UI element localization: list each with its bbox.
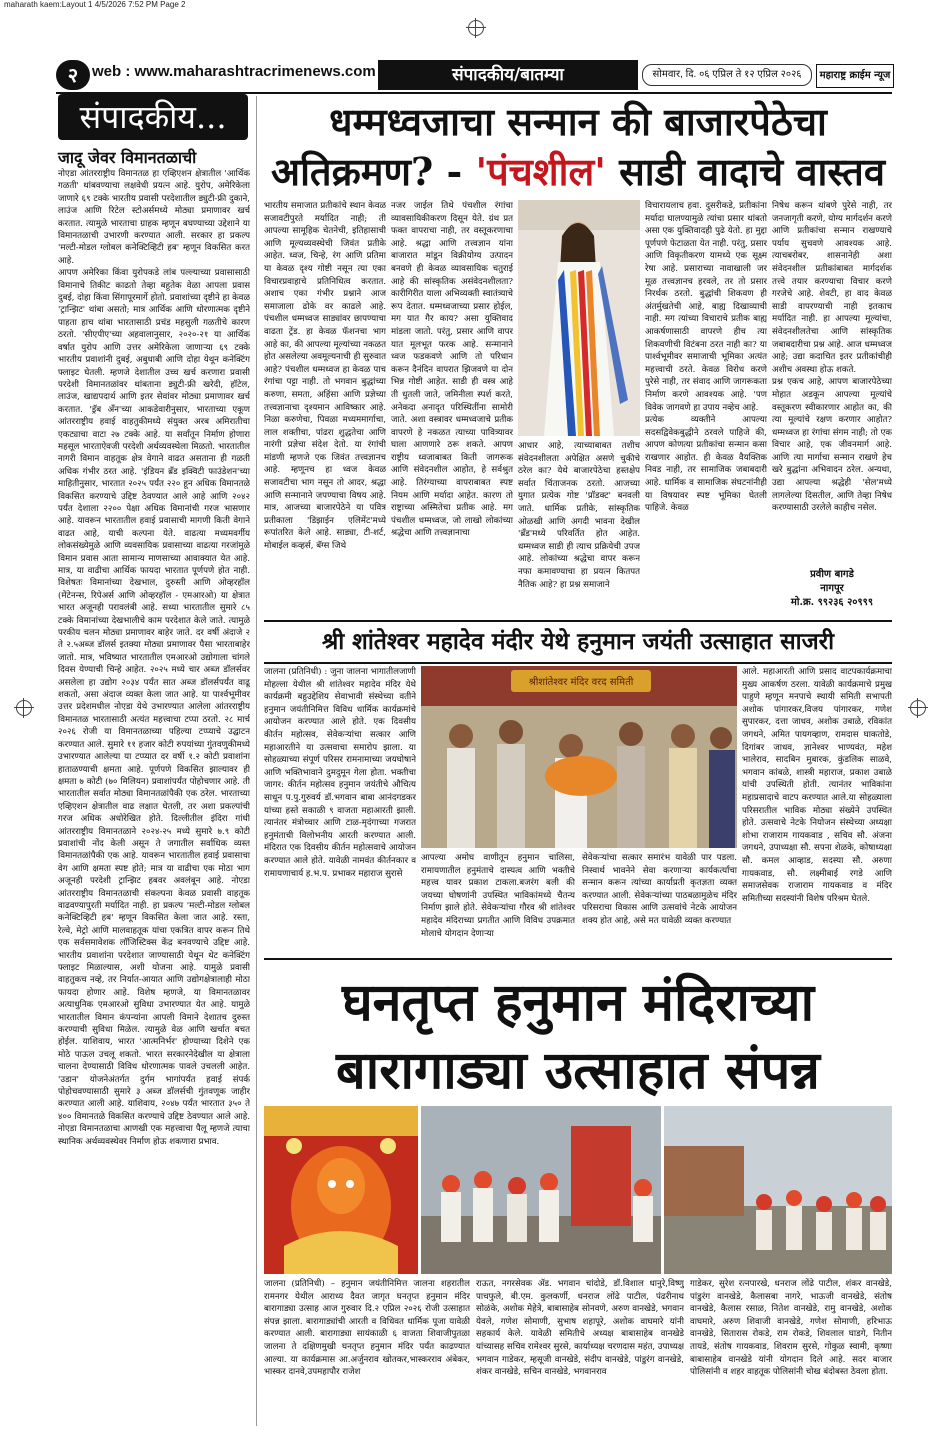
column-divider xyxy=(256,96,257,1426)
story-2-column-2: आपल्या अमोघ वाणीतून हनुमान चालिसा, रामायणातील हनुमंताचे दास्यत्व आणि भक्तीचे महत्त्व यावर प्रकाश टाकला.बजरंग बली की जयच्या घोषणांनी उपस्थित भाविकांमध्ये चैतन्य निर्माण झाले होते. सेवेकऱ्यांचा गौरव श्री शांतेश्वर महादेव मंदिराच्या प्रगतीत आणि विविध उपक्रमात मोलाचे योगदान देणाऱ्या xyxy=(421,853,575,939)
story-3-column-3: गाडेकर, सुरेश रत्नपारखे, धनराज लोंढे पाटील, शंकर वानखेडे, पांडुरंग वानखेडे, कैलासबा नागरे, भाऊजी वानखेडे, संतोष वानखेडे, कैलास रसाळ, नितेश वानखेडे, रामु वानखेडे, अशोक वाघमारे, अरुण शिवाजी वानखेडे, गणेश सोमाणी, हरिभाऊ वानखेडे, सितारास रोकडे, राम रोकडे, शिवलाल घाडगे, नितीन तायडे, संतोष गायकवाड, शिवराम सुरसे, गोकुळ स्वामी, कृष्णा बाबासाहेब वानखेडे यांनी योगदान दिले आहे. सदर बाजार पोलिसांनी व शहर वाहतूक पोलिसांनी चोख बंदोबस्त ठेवला होता. xyxy=(690,1279,892,1378)
panchsheel-saree-photo xyxy=(518,200,640,436)
story-3-column-2: राऊत, नगरसेवक ॲड. भगवान चांदोडे, डॉ.विशाल धानुरे,विष्णु पाचफुले, बी.एम. कुलकर्णी, धनराज लोंढे पाटील, पंढरीनाथ सोळंके, अशोक मेहेत्रे, बाबासाहेब सोनवणे, अरुण वानखेडे, भगवान येवले, गणेश सोमाणी, सुभाष शहापूरे, अशोक वाघमारे यांनी सहकार्य केले. यावेळी समितीचे अध्यक्ष बाबासाहेब वानखेडे यांच्यासह सचिव रामेश्वर सुरसे, कार्याध्यक्ष चरणदास महंत, उपाध्यक्ष भगवान गाडेकर, म्हसूजी वानखेडे, संदीप वानखेडे, पांडुरंग वानखेडे, शंकर वानखेडे, सचिन वानखेडे, भगवानराव xyxy=(476,1279,684,1378)
brand-logo: महाराष्ट्र क्राईम न्यूज xyxy=(816,64,894,88)
page-number: २ xyxy=(56,60,90,90)
hanuman-idol-photo xyxy=(264,1106,418,1274)
story-3-headline-line-1: घनतृप्त हनुमान मंदिराच्या xyxy=(341,972,815,1033)
story-2-column-4: आले. महाआरती आणि प्रसाद वाटपकार्यक्रमाचा मुख्य आकर्षण ठरला. यावेळी कार्यक्रमाचे प्रमुख पाहुणे म्हणून मनपाचे स्थायी समिती सभापती अशोक पांगारकर,विजय पांगारकर, गणेश सुपारकर, दत्ता जाधव, अशोक उबाळे, रविकांत जगधने, अमित पायगव्हाण, रामदास घाकतोडे, दिगांबर जाधव, ज्ञानेश्वर भाण्यवंत, महेश भालेराव, सादबिन मुबारक, कुंडलिक साळवे, भगवान कांबळे, शास्त्री महाराज, प्रकाश उबाळे यांची उपस्थिती होती. त्यानंतर भाविकांना महाप्रसादाचे वाटप करण्यात आले.या सोहळ्याला परिसरातील भाविक मोठ्या संख्येने उपस्थित होते. उत्सवाचे नेटके नियोजन संस्थेच्या अध्यक्षा शोभा राजाराम गायकवाड , सचिव सौ. अंजना जगधने, उपाध्यक्षा सौ. सपना शेळके, कोषाध्यक्षा सौ. कमल आव्हाड, सदस्या सौ. अरुणा गायकवाड, सौ. लक्ष्मीबाई रगडे आणि समाजसेवक राजाराम गायकवाड व मंदिर समितीच्या सदस्यांनी विशेष परिश्रम घेतले. xyxy=(742,667,892,904)
lead-column-3: आधार आहे, त्याच्याबाबत तशीच संवेदनशीलता अपेक्षित असणे चुकीचे ठरेल का? येथे बाजारपेठेचा हस्तक्षेप सर्वात चिंताजनक ठरतो. आजच्या युगात प्रत्येक गोष्ट 'प्रॉडक्ट' बनवली जाते. धार्मिक प्रतीके, सांस्कृतिक ओळखी आणि अगदी भावना देखील 'ब्रँड'मध्ये परिवर्तित होत आहेत. धम्मध्वज साडी ही त्याच प्रक्रियेची उपज आहे. लोकांच्या श्रद्धेचा वापर करून नफा कमावण्याचा हा प्रयत्न कितपत नैतिक आहे? हा प्रश्न समाजाने xyxy=(518,441,640,590)
editorial-body: नोएडा आंतरराष्ट्रीय विमानतळ हा एव्हिएशन क्षेत्रातील 'आर्थिक गळती' थांबवण्याचा लक्षवेधी प्रयत्न आहे. युरोप, अमेरिकेला जाणारे ६९ टक्के भारतीय प्रवासी परदेशातील ड्युटी-फ्री दुकाने, लाउंज आणि रिटेल स्टोअर्समध्ये मोठ्या प्रमाणावर खर्च करतात. त्यामुळे भारताचा ग्राहक म्हणून बघण्याच्या उद्देशाने या विमानतळाची उभारणी करण्यात आली. सरकार हा प्रकल्प 'मल्टी-मोडल ग्लोबल कनेक्टिव्हिटी हब' म्हणून विकसित करत आहे. आपण अमेरिका किंवा युरोपकडे लांब पल्ल्याच्या प्रवासासाठी विमानाचे तिकीट काढतो तेव्हा बहुतेक वेळा आपला प्रवास दुबई, दोहा किंवा सिंगापूरमार्गे होतो. प्रवाशांच्या दृष्टीने हा केवळ 'ट्रान्झिट' थांबा असतो; मात्र आर्थिक आणि धोरणात्मक दृष्टीने पाहता हाच थांबा भारतासाठी प्रचंड महसुली गळतीचे कारण ठरतो. 'सीएपीए'च्या अहवालानुसार, २०२०-२१ या आर्थिक वर्षात युरोप आणि उत्तर अमेरिकेला जाणाऱ्या ६९ टक्के भारतीय प्रवाशांनी दुबई, अबुधाबी आणि दोहा येथून कनेक्टिंग फ्लाइट घेतली. म्हणजे देशातील उच्च खर्च करणारा प्रवासी परदेशी विमानतळांवर थांबताना ड्युटी-फ्री खरेदी, हॉटेल, लाउंज, खाद्यपदार्थ आणि इतर सेवांवर मोठ्या प्रमाणावर खर्च करतात. 'ड्रॅब अँन'च्या आकडेवारीनुसार, भारताच्या एकूण आंतरराष्ट्रीय हवाई वाहतुकीमध्ये संयुक्त अरब अमिरातीचा एकट्याचा वाटा २७ टक्के आहे. या सर्वांतून निर्माण होणारा महसूल भारताऐवजी परदेशी अर्थव्यवस्थेला मिळतो. भारतातील नागरी विमान वाहतूक क्षेत्र वेगाने वाढत असताना ही गळती अधिक गंभीर ठरत आहे. 'इंडियन ब्रँड इक्विटी फाउंडेशन'च्या माहितीनुसार, भारतात २०२५ पर्यंत २२० हून अधिक विमानतळे विकसित करण्याचे उद्दिष्ट ठेवण्यात आले आहे आणि २०४२ पर्यंत देशाला २२०० पेक्षा अधिक विमानांची गरज भासणार आहे. यावरून भारतातील हवाई प्रवासाची मागणी किती वेगाने वाढत आहे, याची कल्पना येते. वाढत्या मध्यमवर्गीय लोकसंख्येमुळे आणि व्यवसायिक प्रवासाच्या वाढत्या गरजांमुळे विमान प्रवास आता सामान्य माणसाच्या आवाक्यात येत आहे. मात्र, या वाढीचा आर्थिक फायदा भारतात पूर्णपणे होत नाही. विशेषतः विमानांच्या देखभाल, दुरुस्ती आणि ओव्हरहॉल (मेंटेनन्स, रिपेअर्स आणि ओव्हरहॉल - एमआरओ) या क्षेत्रात भारत अजूनही परावलंबी आहे. सध्या भारतातील सुमारे ८५ टक्के विमानांच्या देखभालीचे काम परदेशात केले जाते. त्यामुळे परकीय चलन मोठ्या प्रमाणावर बाहेर जाते. दर वर्षी अंदाजे २ ते २.५अब्ज डॉलर्स इतक्या मोठ्या प्रमाणावर पैसा भारताबाहेर जातो. मात्र, भविष्यात भारतातील एमआरओ उद्योगाला चांगले दिवस येण्याची चिन्हे आहेत. २०२५ मध्ये चार अब्ज डॉलर्सवर असलेला हा उद्योग २०३४ पर्यंत सात अब्ज डॉलर्सपर्यंत वाढू शकतो, असा अंदाज व्यक्त केला जात आहे. या पार्श्वभूमीवर उत्तर प्रदेशमधील नोएडा येथे उभारण्यात आलेला आंतरराष्ट्रीय विमानतळ भारतासाठी अत्यंत महत्त्वाचा टप्पा ठरतो. २८ मार्च २०२६ रोजी या विमानतळाच्या पहिल्या टप्प्याचे उद्घाटन करण्यात आले. सुमारे ११ हजार कोटी रुपयांच्या गुंतवणुकीमध्ये उभारण्यात आलेल्या या टप्प्यात दर वर्षी १.२ कोटी प्रवाशांना हाताळण्याची क्षमता आहे. पूर्णपणे विकसित झाल्यावर ही क्षमता ७ कोटी (७० मिलियन) प्रवाशांपर्यंत पोहोचणार आहे. ती भारतातील सर्वात मोठ्या विमानतळांपैकी एक ठरेल. भारताच्या एव्हिएशन क्षेत्रातील वाढ लक्षात घेतली, तर अशा प्रकल्पांची गरज अधिक अधोरेखित होते. दिल्लीतील इंदिरा गांधी आंतरराष्ट्रीय विमानतळाने २०२४-२५ मध्ये सुमारे ७.९ कोटी प्रवाशांची नोंद केली असून ते जगातील सर्वाधिक व्यस्त विमानतळांपैकी एक आहे. यावरून भारतातील हवाई प्रवासाचा वेग आणि क्षमता स्पष्ट होते; मात्र या वाढीचा एक मोठा भाग अजूनही परदेशी ट्रान्झिट हबवर अवलंबून आहे. नोएडा आंतरराष्ट्रीय विमानतळाची संकल्पना केवळ प्रवासी वाहतूक वाढवण्यापुरती मर्यादित नाही. हा प्रकल्प 'मल्टी-मोडल ग्लोबल कनेक्टिव्हिटी हब' म्हणून विकसित केला जात आहे. रस्ता, रेल्वे, मेट्रो आणि मालवाहतूक यांचा एकत्रित वापर करून तिथे एक सर्वसमावेशक लॉजिस्टिक्स केंद्र बनवण्याचे उद्दिष्ट आहे. भारतीय प्रवाशांना परदेशात जाण्यासाठी येथून थेट कनेक्टिंग फ्लाइट मिळाल्यास, अशी योजना आहे. यामुळे प्रवासी वाहतुकच नव्हे, तर निर्यात-आयात आणि उद्योगक्षेत्रालाही मोठा फायदा होणार आहे. विशेष म्हणजे, या विमानतळावर अत्याधुनिक एमआरओ सुविधा उभारण्यात येत आहे. यामुळे भारतातील विमान कंपन्यांना आपली विमाने देशातच दुरुस्त करण्याची सुविधा मिळेल. त्यामुळे वेळ आणि खर्चात बचत होईल. याशिवाय, भारत 'आत्मनिर्भर' होण्याच्या दिशेने एक मोठे पाऊल उचलू शकतो. भारत सरकारनेदेखील या क्षेत्राला चालना देण्यासाठी विविध धोरणात्मक पावले उचलली आहेत. 'उडान' योजनेअंतर्गत दुर्गम भागांपर्यंत हवाई संपर्क पोहोचवण्यासाठी सुमारे ३ अब्ज डॉलर्सची गुंतवणूक जाहीर करण्यात आली आहे. याशिवाय, २०४७ पर्यंत भारतात ३५० ते ४०० विमानतळे विकसित करण्याचे उद्दिष्ट ठेवण्यात आले आहे. नोएडा विमानतळाचा आणखी एक महत्त्वाचा पैलू म्हणजे त्याचा स्थानिक अर्थव्यवस्थेवर निर्माण होऊ शकणारा प्रभाव. xyxy=(58,169,250,1147)
hanuman-jayanti-photo xyxy=(421,666,737,848)
registration-mark-top xyxy=(468,20,484,36)
masthead xyxy=(56,60,892,90)
issue-date: सोमवार, दि. ०६ एप्रिल ते १२ एप्रिल २०२६ xyxy=(642,64,812,86)
lead-headline-highlight: 'पंचशील' xyxy=(475,149,606,194)
story-2-headline: श्री शांतेश्वर महादेव मंदीर येथे हनुमान जयंती उत्साहात साजरी xyxy=(264,620,892,664)
photo-banner-text: श्रीशांतेश्वर मंदिर वरद समिती xyxy=(528,677,634,688)
story-2-column-3: सेवेकऱ्यांचा सत्कार समारंभ यावेळी पार पडला. निस्वार्थ भावनेने सेवा करणाऱ्या कार्यकर्त्यांचा सन्मान करून त्यांच्या कार्याप्रती कृतज्ञता व्यक्त करण्यात आली. सेवेकऱ्यांच्या पाठबळामुळेच मंदिर परिसराचा विकास आणि उत्सवांचे नेटके आयोजन शक्य होत आहे, असे मत यावेळी व्यक्त करण्यात xyxy=(582,853,737,926)
lead-headline-line-1: धम्मध्वजाचा सन्मान की बाजारपेठेचा xyxy=(329,99,827,144)
story-3-column-1: जालना (प्रतिनिधी) – हनुमान जयंतीनिमित्त जालना शहरातील रामनगर येथील आराध्य दैवत जागृत घनतृप्त हनुमान मंदिर बारागाड्या उत्साह आज गुरुवार दि.२ एप्रिल २०२६ रोजी उत्साहात संपन्न झाला. बारागाड्यांची आरती व विधिवत धार्मिक पूजा यावेळी करण्यात आली. बारागाड्या सायंकाळी ६ वाजता शिवाजीपुतळा जालना ते दक्षिणमुखी घनतृप्त हनुमान मंदिर पर्यंत काढण्यात आल्या. या कार्यक्रमास आ.अर्जुनराव खोतकर,भास्करराव अंबेकर, भास्कर दानवे,उपमहापौर राजेश xyxy=(264,1279,470,1378)
lead-column-5: निषेध करून थांबणे पुरेसे नाही, तर जनजागृती करणे, योग्य मार्गदर्शन करणे आणि प्रतीकांचा सन्मान राखण्याचे पर्याय सुचवणे आवश्यक आहे. त्याचबरोबर, शासनानेही अशा संवेदनशील प्रतीकांबाबत मार्गदर्शक तत्त्वे तयार करण्याचा विचार करणे गरजेचे आहे. शेवटी, हा वाद केवळ साडी वापरण्याची नाही इतकाच मर्यादित नाही. हा आपल्या मूल्यांचा, संवेदनशीलतेचा आणि सांस्कृतिक जबाबदारीचा प्रश्न आहे. आज धम्मध्वज आहे; उद्या कदाचित इतर प्रतीकांचीही अशीच अवस्था होऊ शकते. प्रश्न एकच आहे, आपण बाजारपेठेच्या मोहात अडकून आपल्या मूल्यांचे वस्तूकरण स्वीकारणार आहोत का, की त्या मूल्यांचे रक्षण करणार आहोत? धम्मध्वज हा रंगांचा संगम नाही; तो एक विचार आहे, एक जीवनमार्ग आहे. आणि त्या मार्गाचा सन्मान राखणे हेच खरे बुद्धांना अभिवादन ठरेल. अन्यथा, उद्या आपल्या श्रद्धेही 'सेल'मध्ये लागलेल्या दिसतील, आणि तेव्हा निषेध करण्यासाठी उरलेले काहीच नसेल. xyxy=(772,201,892,514)
lead-column-4: विचारायलाच हवा. दुसरीकडे, प्रतीकांना मर्यादा घालण्यामुळे त्यांचा प्रसार थांबतो असा एक युक्तिवादही पुढे येतो. हा मुद्दा पूर्णपणे फेटाळता येत नाही. परंतु, प्रसार आणि विकृतीकरण यामध्ये एक सूक्ष्म रेषा आहे. प्रसाराच्या नावाखाली जर मूळ तत्त्वज्ञानच हरवले, तर तो प्रसार निरर्थक ठरतो. बुद्धांची शिकवण ही अंतर्मुखतेची आहे, बाह्य दिखाव्याची नाही. मग त्यांच्या विचाराचे प्रतीक बाह्य आकर्षणासाठी वापरणे हीच त्या शिकवणीची विटंबना ठरत नाही का? या पार्श्वभूमीवर समाजाची भूमिका अत्यंत महत्त्वाची ठरते. केवळ विरोध करणे पुरेसे नाही, तर संवाद आणि जागरूकता निर्माण करणे आवश्यक आहे. 'पण विवेक जागवणे हा उपाय नव्हेच आहे. प्रत्येक व्यक्तीने आपल्या सदसद्विवेकबुद्धीने ठरवले पाहिजे की, आपण कोणत्या प्रतीकांचा सन्मान कसा राखणार आहोत. ही केवळ वैयक्तिक निवड नाही, तर सामाजिक जबाबदारी आहे. धार्मिक व सामाजिक संघटनांनीही या विषयावर स्पष्ट भूमिका घेतली पाहिजे. केवळ xyxy=(645,201,767,514)
procession-photo-2 xyxy=(664,1106,892,1274)
author-name: प्रवीण बागडे xyxy=(810,569,854,580)
section-label: संपादकीय/बातम्या xyxy=(378,60,638,90)
website-url[interactable]: web : www.maharashtracrimenews.com xyxy=(92,63,376,80)
author-mobile: मो.क्र. ९९२३६ २०९९९ xyxy=(790,597,874,608)
story-2-bottom-rule xyxy=(264,958,892,960)
author-city: नागपूर xyxy=(820,583,844,594)
lead-column-1: भारतीय समाजात प्रतीकांचे स्थान केवळ सजावटीपुरते मर्यादित नाही; ती आपल्या सामूहिक चेतनेची, इतिहासाची आणि मूल्यव्यवस्थेची जिवंत प्रतीके आहेत. ध्वज, चिन्हे, रंग आणि प्रतिमा या केवळ दृश्य गोष्टी नसून त्या एका विचारप्रवाहाचे प्रतिनिधित्व करतात. अशाच एका गंभीर प्रश्नाने आज समाजाला ढोके वर काढले आहे. पंचशील धम्मध्वज साड्यांवर छापण्याचा वाढता ट्रेंड. हा केवळ फॅशनचा भाग आहे का, की आपल्या मूल्यांच्या नकळत होत असलेल्या अवमूल्यनाची ही सुरुवात आहे? पंचशील धम्मध्वज हा केवळ पाच रंगांचा पट्टा नाही. तो भगवान बुद्धांच्या करुणा, समता, अहिंसा आणि प्रज्ञेच्या तत्त्वज्ञानाचा दृश्यमान आविष्कार आहे. निळा करुणेचा, पिवळा मध्यममार्गाचा, लाल शक्तीचा, पांढरा शुद्धतेचा आणि नारंगी प्रज्ञेचा संदेश देतो. या रंगांची मांडणी म्हणजे एक जिवंत तत्त्वज्ञानच आहे. म्हणूनच हा ध्वज केवळ सजावटीचा भाग नसून तो आदर, श्रद्धा आणि सन्मानाने जपण्याचा विषय आहे. मात्र, आजच्या बाजारपेठेने या पवित्र प्रतीकाला 'डिझाईन एलिमेंट'मध्ये रूपांतरित केले आहे. साड्या, टी-शर्ट, मोबाईल कव्हर्स, बॅग्स जिथे xyxy=(264,201,386,552)
procession-photo-1 xyxy=(421,1106,661,1274)
lead-headline-part-a: अतिक्रमण? - xyxy=(271,149,476,194)
print-meta: maharath kaem:Layout 1 4/5/2026 7:52 PM Page 2 xyxy=(4,0,186,9)
registration-mark-right xyxy=(910,700,926,716)
registration-mark-left xyxy=(16,700,32,716)
lead-headline-part-b: साडी वादाचे वास्तव xyxy=(605,149,885,194)
editorial-title: जादू जेवर विमानतळाची xyxy=(58,148,197,167)
editorial-label: संपादकीय... xyxy=(58,94,248,140)
lead-headline-line-2 xyxy=(264,147,892,197)
story-2-column-1: जालना (प्रतिनिधी) : जुना जालना भागातीलजाणी मोहल्ला येथील श्री शांतेश्वर महादेव मंदिर येथे कार्यक्रमी बहुउद्देशिय सेवाभावी संस्थेच्या वतीने हनुमान जयंतीनिमित्त विविध धार्मिक कार्यक्रमांचे आयोजन करण्यात आले होते. एक दिवसीय कीर्तन महोत्सव, सेवेकऱ्यांचा सत्कार आणि महाआरतीने या उत्सवाचा समारोप झाला. या सोहळ्याच्या संपूर्ण परिसर रामनामाच्या जयघोषाने आणि भक्तिभावाने दुमदुमून गेला होता. भक्तीचा जागर: कीर्तन महोत्सव हनुमान जयंतीचे औचित्य साधून प.पु.गुरुवर्य डॉ.भगवान बाबा आनंदगडकर यांच्या हस्ते सकाळी ९ वाजता महाआरती झाली. त्यानंतर मंत्रोच्चार आणि टाळ-मृदंगाच्या गजरात हनुमंताची विलोभनीय आरती करण्यात आली. मंदिरात एक दिवसीय कीर्तन महोत्सवाचे आयोजन करण्यात आले होते. यावेळी नामवंत कीर्तनकार व रामायणाचार्य ह.भ.प. प्रभाकर महाराज सुरासे xyxy=(264,667,416,879)
story-3-headline-line-2: बारागाड्या उत्साहात संपन्न xyxy=(336,1040,820,1101)
lead-column-2: नजर जाईल तिथे पंचशील रंगांचा व्यावसायिकीकरण दिसून येते. ग्रंथ प्रत फक्त वापराचा नाही, तर वस्तूकरणाचा आहे. श्रद्धा आणि तत्त्वज्ञान यांना बाजारात मांडून विक्रीयोग्य उत्पादन बनवणे ही केवळ व्यावसायिक चतुराई आहे की सांस्कृतिक असंवेदनशीलता? कारीगिरीत याला अभिव्यक्ती स्वातंत्र्याचे रूप देतात. धम्मध्वजाच्या प्रसार होईल, मग यात गैर काय? असा युक्तिवाद मांडला जातो. परंतु, प्रसार आणि वापर यात मूलभूत फरक आहे. सन्मानाने ध्वज फडकवणे आणि तो परिधान करून दैनंदिन वापरात झिजवणे या दोन भिन्न गोष्टी आहेत. साडी ही वस्त्र आहे ती धुतली जाते, जमिनीला स्पर्श करते, अनेकदा अनादृत परिस्थितींना सामोरी जाते. अशा वस्त्रावर धम्मध्वजाचे प्रतीक वापरणे हे नकळत त्याच्या पावित्र्यावर घाला आणणारे ठरू शकते. आपण राष्ट्रीय ध्वजाबाबत किती जागरूक आणि संवेदनशील आहोत, हे सर्वश्रुत आहे. तिरंग्याच्या वापराबाबत स्पष्ट नियम आणि मर्यादा आहेत. कारण तो राष्ट्राच्या अस्मितेचा प्रतीक आहे. मग पंचशील धम्मध्वज, जो लाखो लोकांच्या श्रद्धेचा आणि तत्त्वज्ञानाचा xyxy=(391,201,513,539)
